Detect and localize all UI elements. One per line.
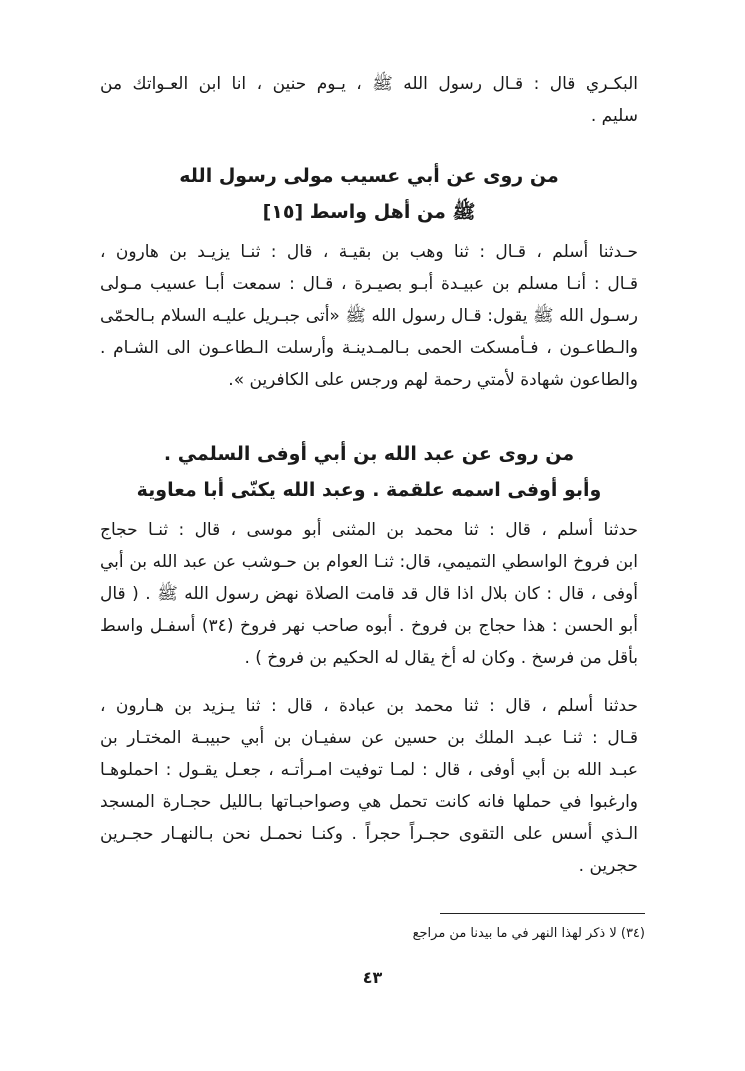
text-line: الـذي أسس على التقوى حجـراً حجراً . وكنـا نحمـل نحن بـالنهـار حجـرين bbox=[100, 824, 638, 844]
text-line: ابن فروخ الواسطي التميمي، قال: ثنـا العوام بن حـوشب عن عبد الله بن أبي bbox=[100, 552, 638, 572]
text-line: قـال : أنـا مسلم بن عبيـدة أبـو بصيـرة ، قـال : سمعت أبـا عسيب مـولى bbox=[100, 274, 638, 294]
heading-line: من روى عن أبي عسيب مولى رسول الله bbox=[179, 165, 559, 187]
text-line: البكـري قال : قـال رسول الله ﷺ ، يـوم حنين ، انا ابن العـواتك من bbox=[100, 74, 638, 94]
hadith-paragraph-3 bbox=[100, 690, 638, 882]
text-line: حدثنا أسلم ، قال : ثنا محمد بن عبادة ، قال : ثنا يـزيد بن هـارون ، bbox=[100, 696, 638, 716]
footnote: (٣٤) لا ذكر لهذا النهر في ما بيدنا من مراجع bbox=[412, 926, 645, 941]
text-line: بأقل من فرسخ . وكان له أخ يقال له الحكيم بن فروخ ) . bbox=[244, 648, 638, 668]
text-line: سليم . bbox=[590, 106, 638, 126]
section-heading-abu-asib bbox=[100, 158, 638, 230]
heading-line: من روى عن عبد الله بن أبي أوفى السلمي . bbox=[163, 443, 575, 465]
text-line: حـدثنا أسلم ، قـال : ثنا وهب بن بقيـة ، قال : ثنـا يزيـد بن هارون ، bbox=[100, 242, 638, 262]
section-heading-ibn-abi-awfa bbox=[100, 436, 638, 508]
text-line: أوفى ، قال : كان بلال اذا قال قد قامت الصلاة نهض رسول الله ﷺ . ( قال bbox=[100, 584, 638, 604]
text-line: حجرين . bbox=[578, 856, 638, 876]
text-line: قـال : ثنـا عبـد الملك بن حسين عن سفيـان بن أبي حبيبـة المختـار بن bbox=[100, 728, 638, 748]
text-line: والـطاعـون ، فـأمسكت الحمى بـالمـدينـة وأرسلت الـطاعـون الى الشـام . bbox=[100, 338, 638, 358]
text-line: والطاعون شهادة لأمتي رحمة لهم ورجس على الكافرين ». bbox=[228, 370, 638, 390]
heading-line: وأبو أوفى اسمه علقمة . وعبد الله يكنّى أبا معاوية bbox=[136, 479, 602, 501]
footnote-divider bbox=[440, 913, 645, 914]
text-line: رسـول الله ﷺ يقول: قـال رسول الله ﷺ «أتى جبـريل عليـه السلام بـالحمّى bbox=[100, 306, 638, 326]
text-line: حدثنا أسلم ، قال : ثنا محمد بن المثنى أبو موسى ، قال : ثنـا حجاج bbox=[100, 520, 638, 540]
hadith-paragraph-2 bbox=[100, 514, 638, 674]
text-line: وارغبوا في حملها فانه كانت تحمل هي وصواحبـاتها بـالليل حجـارة المسجد bbox=[100, 792, 638, 812]
hadith-paragraph-1 bbox=[100, 236, 638, 396]
intro-paragraph bbox=[100, 68, 638, 132]
text-line: عبـد الله بن أبي أوفى ، قال : لمـا توفيت امـرأتـه ، جعـل يقـول : احملوهـا bbox=[100, 760, 638, 780]
text-line: أبو الحسن : هذا حجاج بن فروخ . أبوه صاحب نهر فروخ (٣٤) أسفـل واسط bbox=[100, 616, 638, 636]
page-number: ٤٣ bbox=[362, 968, 383, 987]
heading-line: ﷺ من أهل واسط [١٥] bbox=[262, 201, 476, 223]
